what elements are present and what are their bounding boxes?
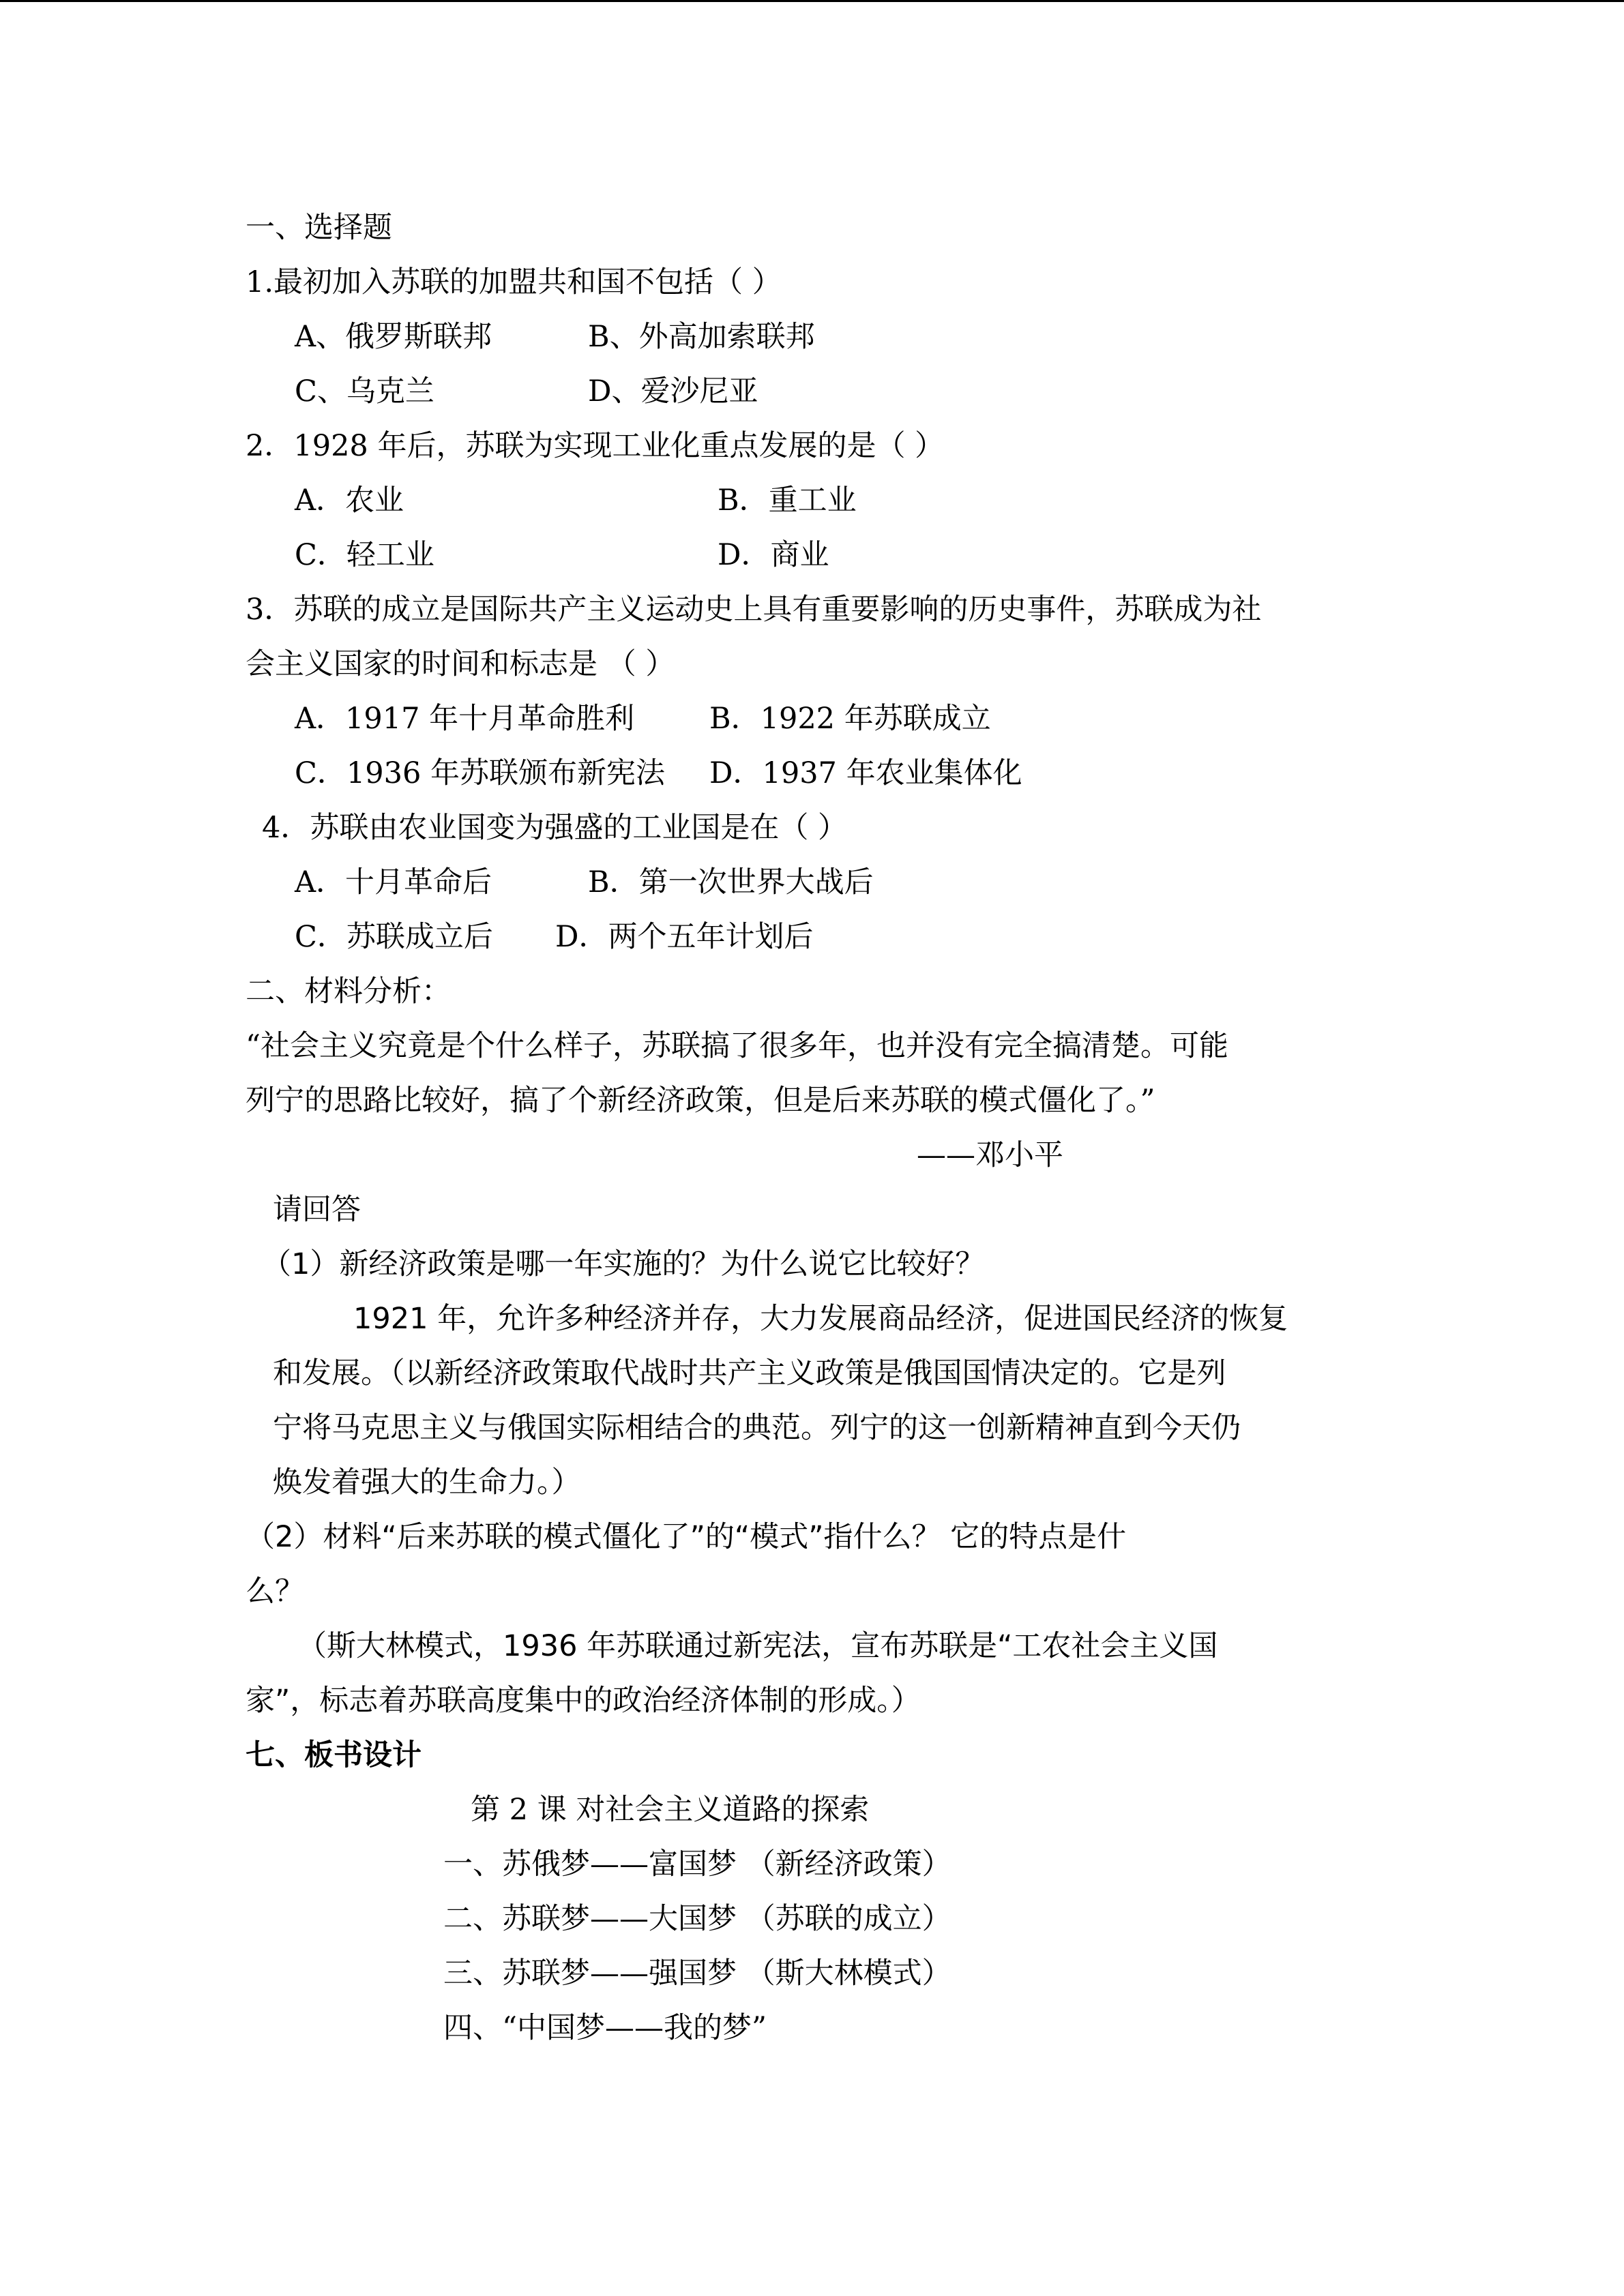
board-item-3: 三、苏联梦——强国梦 （斯大林模式）: [443, 1956, 951, 1991]
question-4-option-a: A．十月革命后: [295, 865, 492, 899]
question-3-option-c: C．1936 年苏联颁布新宪法: [295, 756, 666, 790]
answer-1-line4: 焕发着强大的生命力。）: [273, 1465, 581, 1500]
question-1-option-d: D、爱沙尼亚: [588, 374, 758, 408]
section-heading-choice: 一、选择题: [246, 211, 392, 245]
section-heading-board-design: 七、板书设计: [246, 1738, 422, 1772]
question-1-option-b: B、外高加索联邦: [588, 320, 815, 354]
question-4-option-d: D．两个五年计划后: [555, 920, 814, 954]
answer-1-line1: 1921 年，允许多种经济并存，大力发展商品经济，促进国民经济的恢复: [353, 1302, 1288, 1336]
sub-question-2-line1: （2）材料“后来苏联的模式僵化了”的“模式”指什么？ 它的特点是什: [246, 1520, 1127, 1554]
board-item-4: 四、“中国梦——我的梦”: [443, 2011, 767, 2045]
board-item-1: 一、苏俄梦——富国梦 （新经济政策）: [443, 1847, 951, 1881]
answer-2-line1: （斯大林模式，1936 年苏联通过新宪法，宣布苏联是“工农社会主义国: [297, 1629, 1218, 1663]
answer-2-line2: 家”，标志着苏联高度集中的政治经济体制的形成。）: [246, 1684, 921, 1718]
question-2-option-c: C．轻工业: [295, 538, 434, 572]
question-3-option-a: A．1917 年十月革命胜利: [295, 702, 635, 736]
question-3-stem-line1: 3．苏联的成立是国际共产主义运动史上具有重要影响的历史事件，苏联成为社: [246, 593, 1262, 627]
top-border-line: [0, 0, 1624, 2]
sub-question-2-line2: 么？: [246, 1575, 304, 1609]
sub-question-1: （1）新经济政策是哪一年实施的？为什么说它比较好？: [262, 1247, 985, 1281]
question-1-option-a: A、俄罗斯联邦: [295, 320, 492, 354]
question-2-option-a: A．农业: [295, 483, 404, 518]
question-1-stem: 1.最初加入苏联的加盟共和国不包括（ ）: [246, 265, 782, 299]
question-3-option-b: B．1922 年苏联成立: [709, 702, 991, 736]
answer-prompt: 请回答: [273, 1193, 361, 1227]
board-title: 第 2 课 对社会主义道路的探索: [471, 1793, 870, 1827]
question-3-option-d: D．1937 年农业集体化: [709, 756, 1022, 790]
question-4-stem: 4．苏联由农业国变为强盛的工业国是在（ ）: [262, 811, 848, 845]
answer-1-line3: 宁将马克思主义与俄国实际相结合的典范。列宁的这一创新精神直到今天仍: [273, 1411, 1241, 1445]
question-4-option-c: C．苏联成立后: [295, 920, 493, 954]
quote-line-1: “社会主义究竟是个什么样子，苏联搞了很多年，也并没有完全搞清楚。可能: [246, 1029, 1228, 1063]
answer-1-line2: 和发展。（以新经济政策取代战时共产主义政策是俄国国情决定的。它是列: [273, 1356, 1226, 1390]
question-3-stem-line2: 会主义国家的时间和标志是 （ ）: [246, 647, 675, 681]
question-4-option-b: B．第一次世界大战后: [588, 865, 874, 899]
question-2-option-b: B．重工业: [718, 483, 857, 518]
quote-line-2: 列宁的思路比较好，搞了个新经济政策，但是后来苏联的模式僵化了。”: [246, 1084, 1155, 1118]
quote-attribution: ——邓小平: [917, 1138, 1063, 1172]
question-2-stem: 2．1928 年后，苏联为实现工业化重点发展的是（ ）: [246, 429, 945, 463]
section-heading-material: 二、材料分析：: [246, 974, 451, 1009]
board-item-2: 二、苏联梦——大国梦 （苏联的成立）: [443, 1902, 951, 1936]
question-2-option-d: D．商业: [718, 538, 829, 572]
question-1-option-c: C、乌克兰: [295, 374, 434, 408]
